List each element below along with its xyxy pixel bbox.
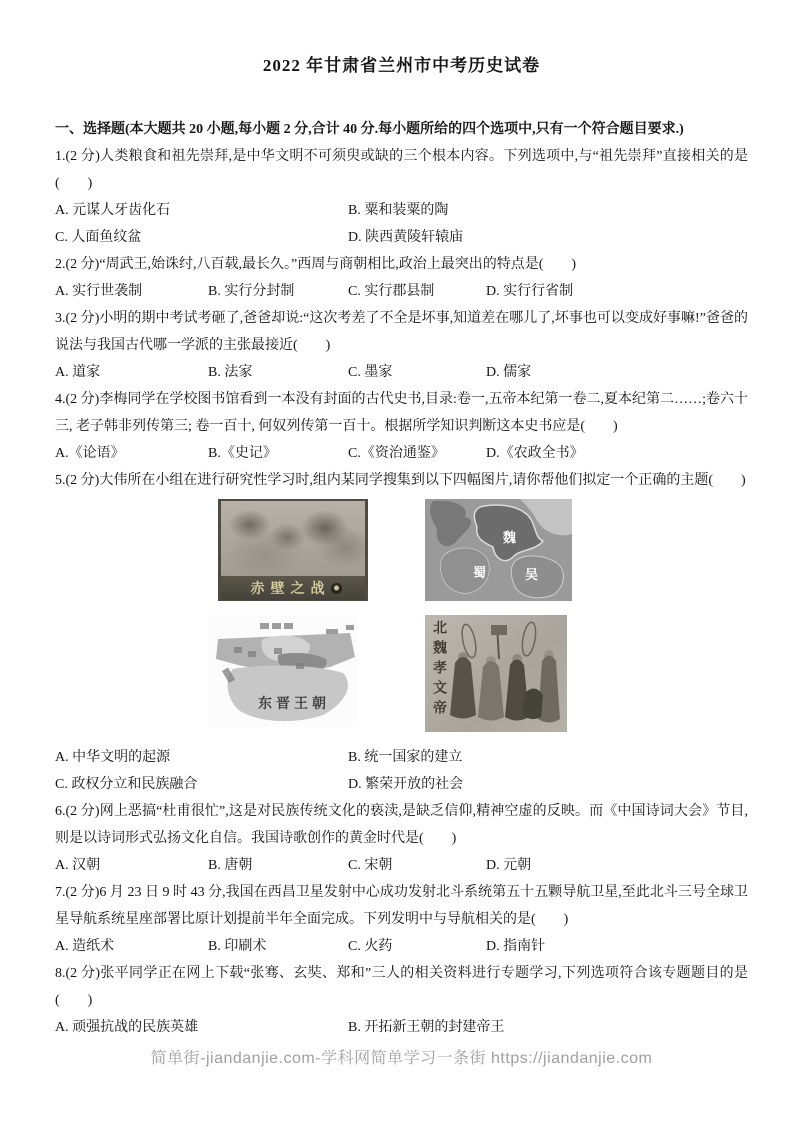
question-4-option-a: A.《论语》 xyxy=(55,446,125,461)
question-6-option-c: C. 宋朝 xyxy=(348,858,393,873)
question-6-option-d: D. 元朝 xyxy=(486,858,532,873)
seal-icon xyxy=(331,583,342,594)
question-2-option-a: A. 实行世袭制 xyxy=(55,284,143,299)
question-3-option-d: D. 儒家 xyxy=(486,365,532,380)
figure-caption: 赤壁之战 xyxy=(250,582,331,597)
figure-caption-band xyxy=(221,576,365,600)
question-6-options-row xyxy=(55,852,748,879)
question-5-options-row-1 xyxy=(55,744,748,771)
question-3-option-b: B. 法家 xyxy=(208,365,253,380)
question-5-option-c: C. 政权分立和民族融合 xyxy=(55,777,198,792)
question-1-option-d: D. 陕西黄陵轩辕庙 xyxy=(348,230,464,245)
page-title: 2022 年甘肃省兰州市中考历史试卷 xyxy=(262,56,541,75)
question-6-option-a: A. 汉朝 xyxy=(55,858,101,873)
question-1-options-row-2 xyxy=(55,224,748,251)
question-2-option-b: B. 实行分封制 xyxy=(208,284,295,299)
question-8-option-b: B. 开拓新王朝的封建帝王 xyxy=(348,1020,505,1035)
question-7-option-b: B. 印刷术 xyxy=(208,939,267,954)
question-1 xyxy=(55,143,748,251)
question-2-options-row xyxy=(55,278,748,305)
question-6 xyxy=(55,798,748,879)
question-8 xyxy=(55,960,748,1041)
question-7-option-c: C. 火药 xyxy=(348,939,393,954)
question-5 xyxy=(55,467,748,798)
question-1-option-a: A. 元谋人牙齿化石 xyxy=(55,203,171,218)
question-1-options-row-1 xyxy=(55,197,748,224)
painting-vertical-title: 北魏孝文帝 xyxy=(431,620,446,720)
question-6-stem: 6.(2 分)网上恶搞“杜甫很忙”,这是对民族传统文化的亵渎,是缺乏信仰,精神空虚的反映。而《中国诗词大会》节目,则是以诗词形式弘扬文化自信。我国诗歌创作的黄金时代是( ) xyxy=(55,804,748,846)
watermark-footer: 简单街-jiandanjie.com-学科网简单学习一条街 https://jiandanjie.com xyxy=(150,1050,653,1067)
figure-eastern-jin-map xyxy=(208,615,358,727)
question-8-options-row xyxy=(55,1014,748,1041)
question-5-options-row-2 xyxy=(55,771,748,798)
banner xyxy=(491,625,507,635)
question-4 xyxy=(55,386,748,467)
robed-figure xyxy=(478,661,504,721)
question-5-stem: 5.(2 分)大伟所在小组在进行研究性学习时,组内某同学搜集到以下四幅图片,请你帮他们拟定一个正确的主题( ) xyxy=(55,473,746,488)
question-1-stem: 1.(2 分)人类粮食和祖先崇拜,是中华文明不可须臾或缺的三个根本内容。下列选项中,与“祖先崇拜”直接相关的是( ) xyxy=(55,149,748,191)
question-1-option-c: C. 人面鱼纹盆 xyxy=(55,230,142,245)
question-1-option-b: B. 粟和装粟的陶 xyxy=(348,203,449,218)
question-7-option-d: D. 指南针 xyxy=(486,939,546,954)
section-header: 一、选择题(本大题共 20 小题,每小题 2 分,合计 40 分.每小题所给的四个选项中,只有一个符合题目要求.) xyxy=(55,122,684,137)
question-2-option-c: C. 实行郡县制 xyxy=(348,284,435,299)
question-3-stem: 3.(2 分)小明的期中考试考砸了,爸爸却说:“这次考差了不全是坏事,知道差在哪儿了,坏事也可以变成好事嘛!”爸爸的说法与我国古代哪一学派的主张最接近( ) xyxy=(55,311,748,353)
question-3-option-a: A. 道家 xyxy=(55,365,101,380)
question-5-figures xyxy=(55,494,748,744)
question-7-options-row xyxy=(55,933,748,960)
fan-shape xyxy=(520,621,538,657)
map-label-eastern-jin: 东晋王朝 xyxy=(258,697,330,712)
question-5-option-a: A. 中华文明的起源 xyxy=(55,750,171,765)
question-2-stem: 2.(2 分)“周武王,始诛纣,八百载,最长久。”西周与商朝相比,政治上最突出的特点是( ) xyxy=(55,257,577,272)
battle-scene-art xyxy=(221,501,365,576)
question-4-option-c: C.《资治通鉴》 xyxy=(348,446,445,461)
map-label-wei: 魏 xyxy=(503,530,517,545)
question-4-option-b: B.《史记》 xyxy=(208,446,277,461)
question-7 xyxy=(55,879,748,960)
question-4-stem: 4.(2 分)李梅同学在学校图书馆看到一本没有封面的古代史书,目录:卷一,五帝本纪第一卷二,夏本纪第二……;卷六十三, 老子韩非列传第三; 卷一百十, 何奴列传第一百十。根据所学知识判断这本史书应是( ) xyxy=(55,392,748,434)
question-3-option-c: C. 墨家 xyxy=(348,365,393,380)
robed-figure xyxy=(450,657,476,719)
question-3 xyxy=(55,305,748,386)
question-2-option-d: D. 实行行省制 xyxy=(486,284,574,299)
figure-emperor-xiaowen-painting xyxy=(425,615,567,732)
question-4-option-d: D.《农政全书》 xyxy=(486,446,584,461)
dark-robe-shape xyxy=(523,688,543,719)
question-3-options-row xyxy=(55,359,748,386)
figure-three-kingdoms-map xyxy=(425,499,572,601)
map-label-wu: 吴 xyxy=(525,567,539,582)
question-7-option-a: A. 造纸术 xyxy=(55,939,115,954)
question-6-option-b: B. 唐朝 xyxy=(208,858,253,873)
question-7-stem: 7.(2 分)6 月 23 日 9 时 43 分,我国在西昌卫星发射中心成功发射北斗系统第五十五颗导航卫星,至此北斗三号全球卫星导航系统星座部署比原计划提前半年全面完成。下列发明中与导航相关的是( ) xyxy=(55,885,748,927)
question-5-option-d: D. 繁荣开放的社会 xyxy=(348,777,464,792)
question-8-option-a: A. 顽强抗战的民族英雄 xyxy=(55,1020,199,1035)
question-2 xyxy=(55,251,748,305)
figure-battle-of-chibi xyxy=(218,499,368,601)
map-label-shu: 蜀 xyxy=(473,565,487,580)
question-4-options-row xyxy=(55,440,748,467)
question-5-option-b: B. 统一国家的建立 xyxy=(348,750,463,765)
question-8-stem: 8.(2 分)张平同学正在网上下载“张骞、玄奘、郑和”三人的相关资料进行专题学习,下列选项符合该专题题目的是( ) xyxy=(55,966,748,1008)
